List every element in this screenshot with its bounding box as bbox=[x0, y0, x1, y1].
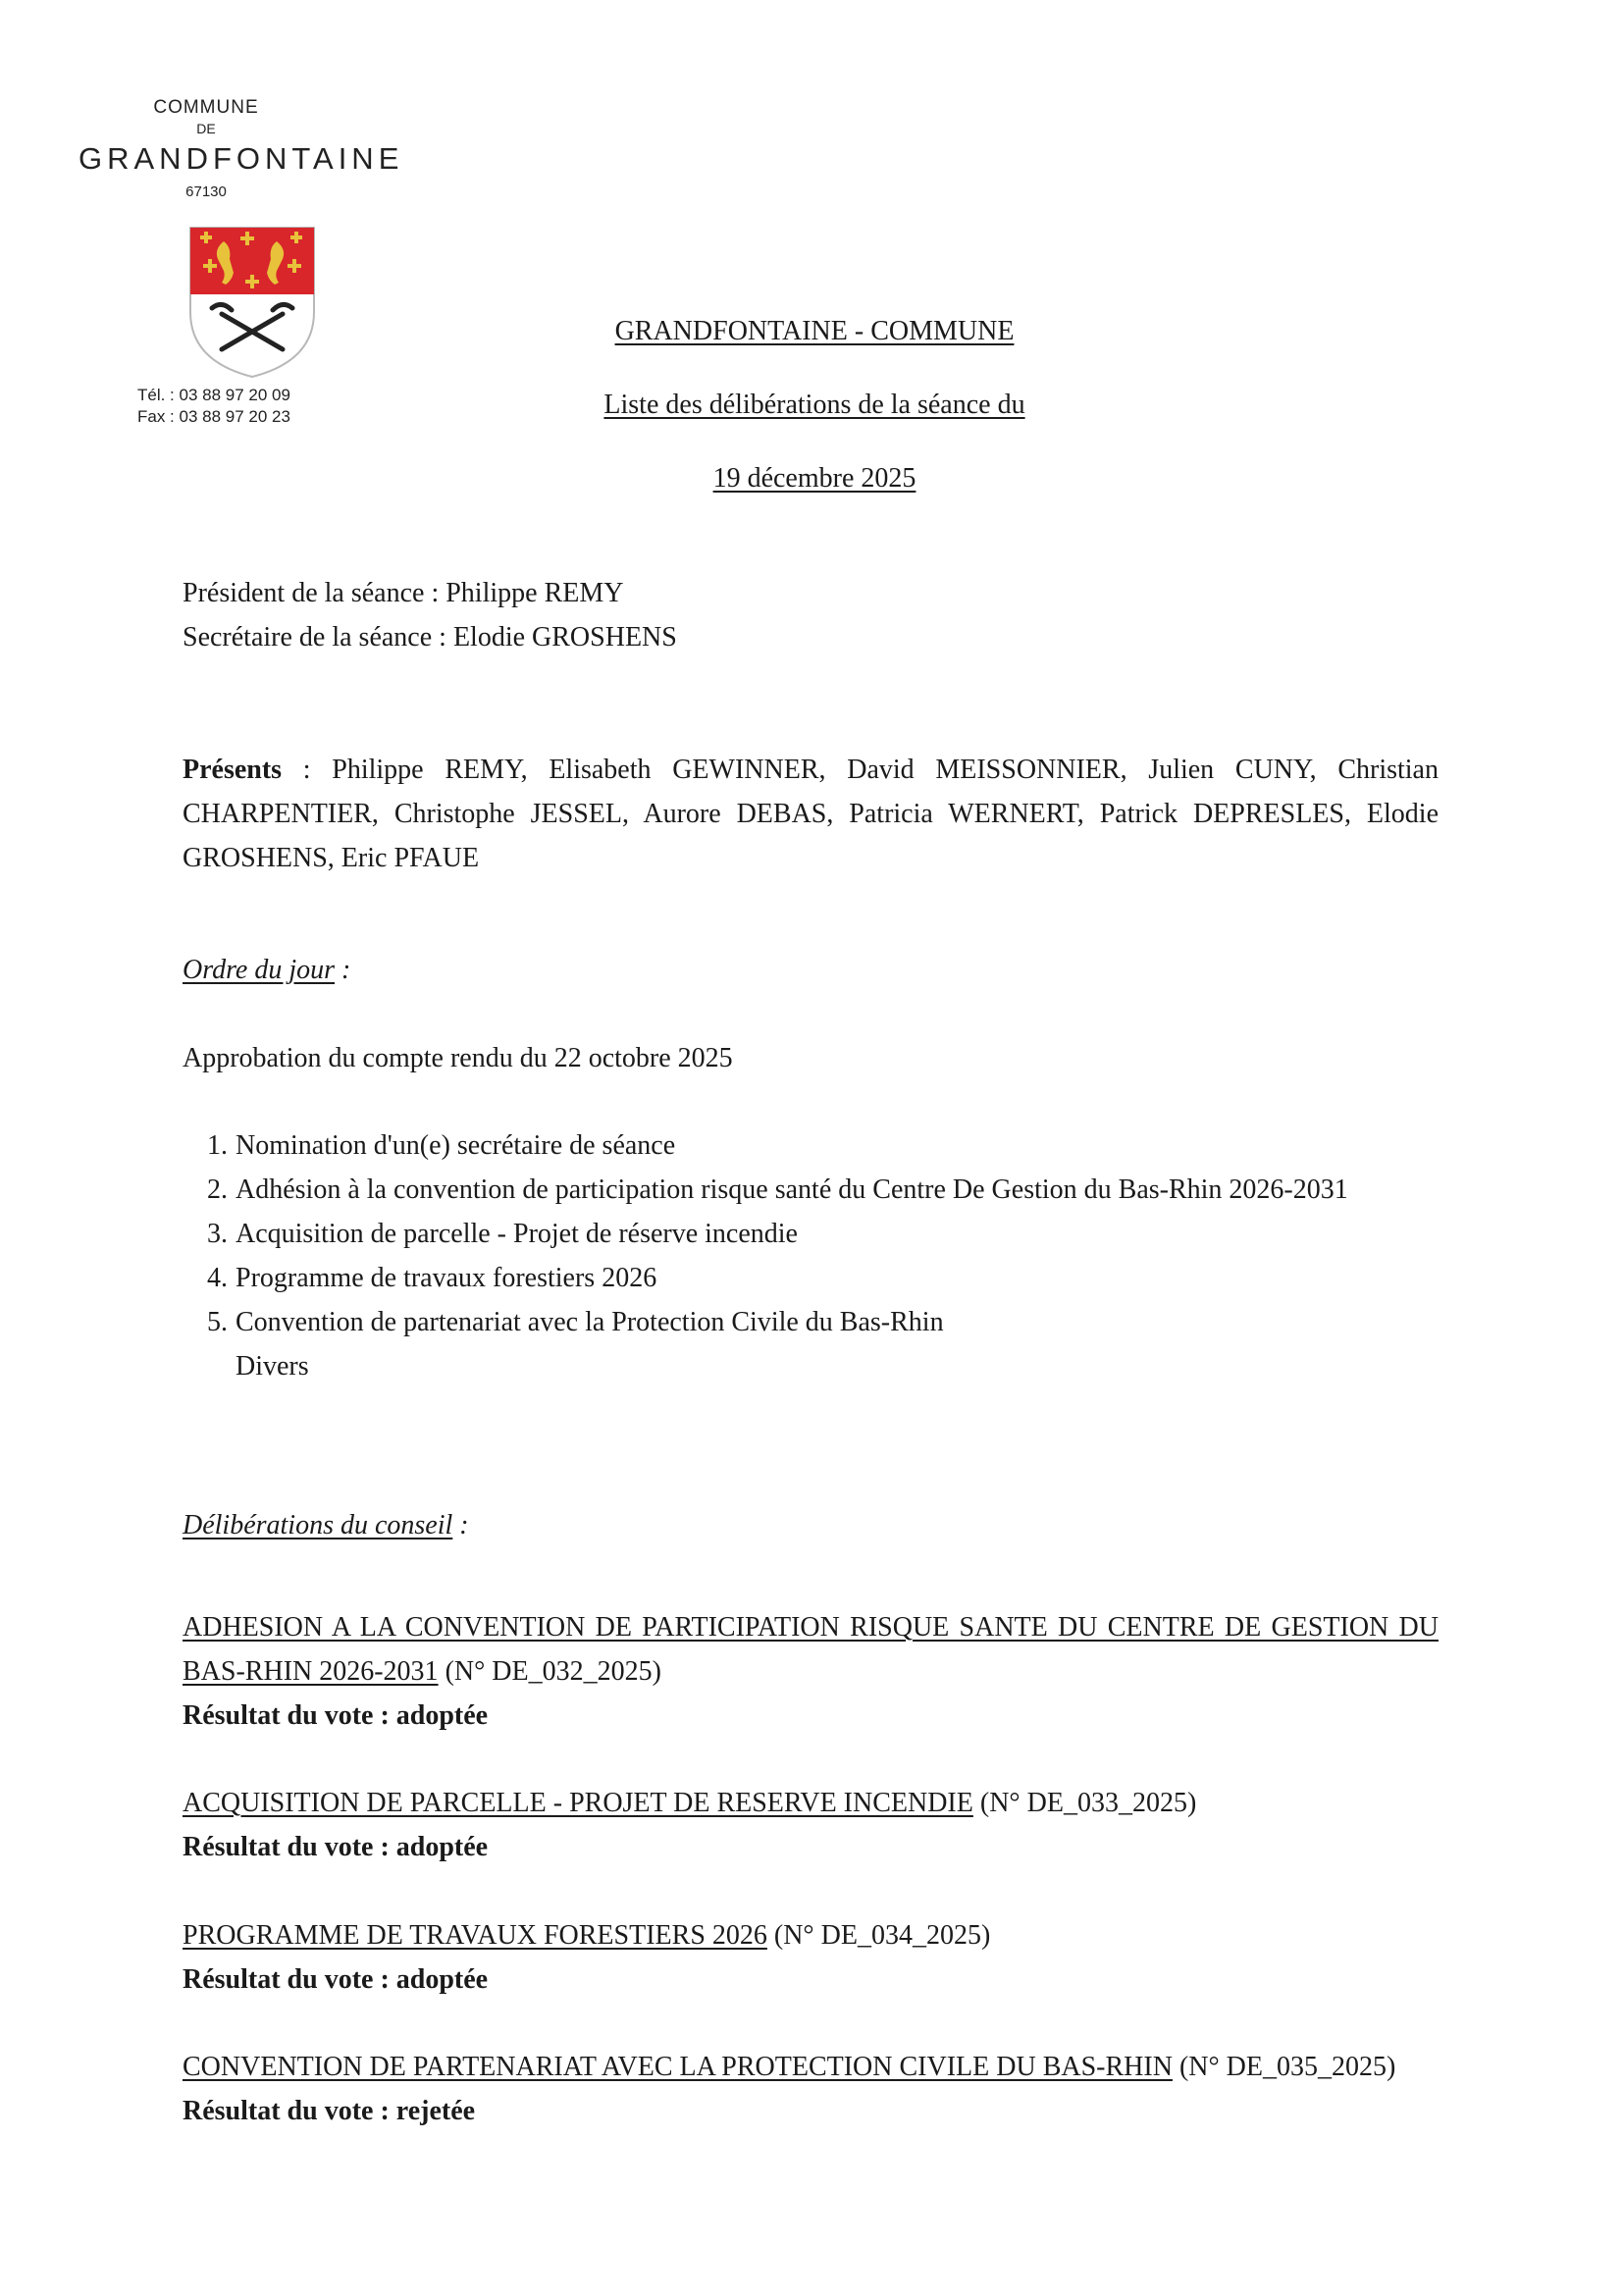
vote-result: Résultat du vote : adoptée bbox=[183, 1964, 489, 1995]
vote-result: Résultat du vote : adoptée bbox=[183, 1832, 489, 1862]
attendees bbox=[183, 748, 1439, 880]
list-item bbox=[183, 1300, 1439, 1344]
deliberation-item bbox=[183, 2045, 1439, 2133]
agenda-item-number: 2. bbox=[207, 1174, 228, 1205]
session-secretary: Secrétaire de la séance : Elodie GROSHENS bbox=[183, 622, 677, 652]
session-officials bbox=[183, 571, 1439, 659]
list-item bbox=[183, 1123, 1439, 1168]
deliberation-ref: (N° DE_033_2025) bbox=[972, 1788, 1197, 1818]
deliberation-ref: (N° DE_035_2025) bbox=[1172, 2052, 1396, 2082]
approbation-line: Approbation du compte rendu du 22 octobre 2025 bbox=[183, 1043, 733, 1073]
letterhead-commune: COMMUNE bbox=[153, 97, 259, 118]
agenda-list bbox=[183, 1123, 1439, 1388]
title-list: Liste des délibérations de la séance du bbox=[603, 390, 1025, 420]
agenda-item-text: Adhésion à la convention de participation risque santé du Centre De Gestion du Bas-Rhin 2026-2031 bbox=[236, 1174, 1348, 1205]
letterhead bbox=[79, 96, 404, 202]
agenda-item-text: Programme de travaux forestiers 2026 bbox=[236, 1263, 657, 1293]
letterhead-postal-code: 67130 bbox=[185, 183, 227, 200]
agenda-heading-text: Ordre du jour bbox=[183, 955, 336, 985]
deliberation-ref: (N° DE_032_2025) bbox=[438, 1656, 661, 1687]
letterhead-town-name: GRANDFONTAINE bbox=[79, 141, 404, 176]
agenda-divers: Divers bbox=[236, 1351, 309, 1382]
deliberation-title: CONVENTION DE PARTENARIAT AVEC LA PROTECTION CIVILE DU BAS-RHIN bbox=[183, 2052, 1173, 2082]
deliberation-title: ADHESION A LA CONVENTION DE PARTICIPATION RISQUE SANTE DU CENTRE DE GESTION DU BAS-RHIN 2026-2031 bbox=[183, 1612, 1439, 1687]
session-president: Président de la séance : Philippe REMY bbox=[183, 578, 624, 608]
title-date: 19 décembre 2025 bbox=[712, 463, 916, 494]
title-commune: GRANDFONTAINE - COMMUNE bbox=[614, 316, 1015, 346]
agenda-item-number: 1. bbox=[207, 1130, 228, 1161]
attendees-label: Présents bbox=[183, 755, 283, 785]
document-title bbox=[471, 312, 1158, 533]
list-item bbox=[183, 1212, 1439, 1256]
deliberations-heading-text: Délibérations du conseil bbox=[183, 1510, 453, 1540]
agenda-item-number: 3. bbox=[207, 1219, 228, 1249]
fax-number: Fax : 03 88 97 20 23 bbox=[137, 407, 290, 426]
deliberation-item bbox=[183, 1913, 1439, 2002]
list-item bbox=[183, 1168, 1439, 1212]
attendees-names: : Philippe REMY, Elisabeth GEWINNER, David MEISSONNIER, Julien CUNY, Christian CHARPENTIER, Christophe JESSEL, Aurore DEBAS, Patricia WERNERT, Patrick DEPRESLES, Elodie GROSHENS, Eric PFAUE bbox=[183, 755, 1439, 873]
agenda-item-text: Nomination d'un(e) secrétaire de séance bbox=[236, 1130, 676, 1161]
deliberations-heading bbox=[183, 1503, 1439, 1547]
agenda-item-number: 4. bbox=[207, 1263, 228, 1293]
letterhead-contacts bbox=[137, 385, 290, 428]
letterhead-de: DE bbox=[196, 121, 216, 136]
deliberation-item bbox=[183, 1781, 1439, 1869]
agenda-heading bbox=[183, 948, 1439, 992]
phone-number: Tél. : 03 88 97 20 09 bbox=[137, 386, 290, 404]
deliberation-item bbox=[183, 1605, 1439, 1738]
vote-result: Résultat du vote : rejetée bbox=[183, 2096, 476, 2126]
vote-result: Résultat du vote : adoptée bbox=[183, 1700, 489, 1731]
agenda-item-text: Convention de partenariat avec la Protection Civile du Bas-Rhin bbox=[236, 1307, 944, 1337]
deliberations-heading-colon: : bbox=[452, 1510, 469, 1540]
agenda-heading-colon: : bbox=[335, 955, 351, 985]
deliberation-title: PROGRAMME DE TRAVAUX FORESTIERS 2026 bbox=[183, 1920, 767, 1951]
list-item bbox=[183, 1256, 1439, 1300]
agenda-item-number: 5. bbox=[207, 1307, 228, 1337]
coat-of-arms-icon bbox=[186, 224, 318, 381]
deliberation-ref: (N° DE_034_2025) bbox=[766, 1920, 991, 1951]
deliberation-title: ACQUISITION DE PARCELLE - PROJET DE RESERVE INCENDIE bbox=[183, 1788, 973, 1818]
agenda-item-text: Acquisition de parcelle - Projet de réserve incendie bbox=[236, 1219, 798, 1249]
